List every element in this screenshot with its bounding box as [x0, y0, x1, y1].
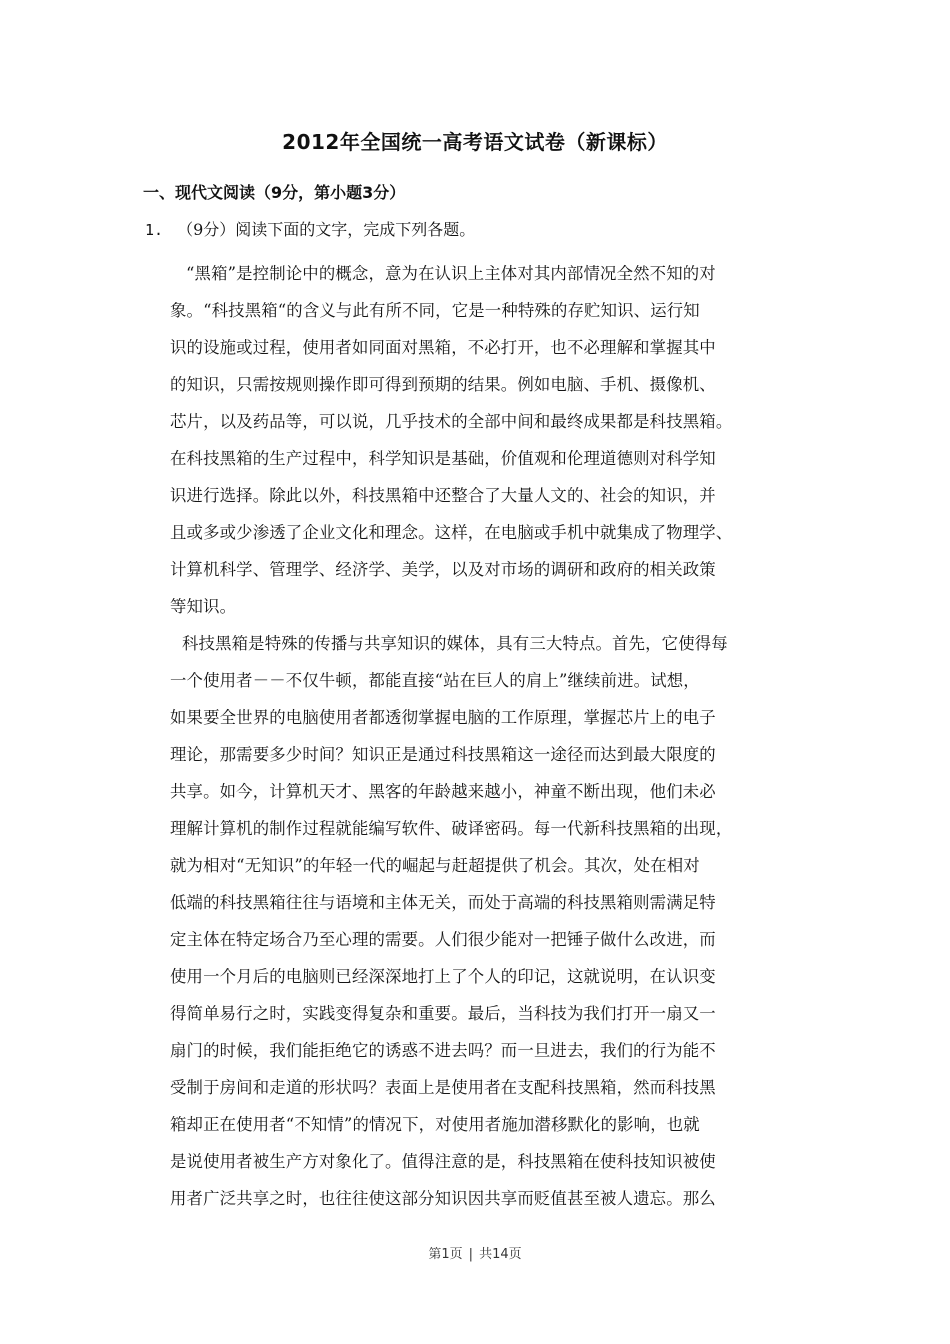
reading-passage — [170, 255, 810, 1217]
passage-line: 计算机科学、管理学、经济学、美学，以及对市场的调研和政府的相关政策 — [170, 560, 716, 579]
passage-line: 得简单易行之时，实践变得复杂和重要。最后，当科技为我们打开一扇又一 — [170, 1004, 716, 1023]
passage-line: 理论，那需要多少时间？知识正是通过科技黑箱这一途径而达到最大限度的 — [170, 745, 716, 764]
passage-line: 等知识。 — [170, 597, 237, 616]
passage-line: 箱却正在使用者“不知情”的情况下，对使用者施加潜移默化的影响，也就 — [170, 1115, 700, 1134]
passage-line: 的知识，只需按规则操作即可得到预期的结果。例如电脑、手机、摄像机、 — [170, 375, 716, 394]
question-prompt: （9分）阅读下面的文字，完成下列各题。 — [177, 220, 476, 239]
passage-line: 就为相对“无知识”的年轻一代的崛起与赶超提供了机会。其次，处在相对 — [170, 856, 700, 875]
current-page-label: 第1页 — [428, 1247, 463, 1262]
footer-separator: | — [468, 1247, 474, 1262]
passage-line: 理解计算机的制作过程就能编写软件、破译密码。每一代新科技黑箱的出现， — [170, 819, 733, 838]
passage-line: 使用一个月后的电脑则已经深深地打上了个人的印记，这就说明，在认识变 — [170, 967, 716, 986]
passage-line: 受制于房间和走道的形状吗？表面上是使用者在支配科技黑箱，然而科技黑 — [170, 1078, 716, 1097]
page-footer — [0, 1243, 950, 1262]
question-1 — [145, 217, 475, 240]
total-pages-label: 共14页 — [479, 1247, 522, 1262]
passage-line: 用者广泛共享之时，也往往使这部分知识因共享而贬值甚至被人遗忘。那么 — [170, 1189, 716, 1208]
passage-line: 扇门的时候，我们能拒绝它的诱惑不进去吗？而一旦进去，我们的行为能不 — [170, 1041, 716, 1060]
passage-line: 芯片，以及药品等，可以说，几乎技术的全部中间和最终成果都是科技黑箱。 — [170, 412, 733, 431]
passage-line: 如果要全世界的电脑使用者都透彻掌握电脑的工作原理，掌握芯片上的电子 — [170, 708, 716, 727]
passage-line: 定主体在特定场合乃至心理的需要。人们很少能对一把锤子做什么改进，而 — [170, 930, 716, 949]
passage-line: “黑箱”是控制论中的概念，意为在认识上主体对其内部情况全然不知的对 — [186, 264, 716, 283]
passage-line: 识的设施或过程，使用者如同面对黑箱，不必打开，也不必理解和掌握其中 — [170, 338, 716, 357]
passage-line: 科技黑箱是特殊的传播与共享知识的媒体，具有三大特点。首先，它使得每 — [182, 634, 728, 653]
passage-line: 且或多或少渗透了企业文化和理念。这样，在电脑或手机中就集成了物理学、 — [170, 523, 733, 542]
passage-line: 一个使用者－－不仅牛顿，都能直接“站在巨人的肩上”继续前进。试想， — [170, 671, 700, 690]
passage-line: 在科技黑箱的生产过程中，科学知识是基础，价值观和伦理道德则对科学知 — [170, 449, 716, 468]
question-number: 1. — [145, 221, 164, 239]
passage-line: 共享。如今，计算机天才、黑客的年龄越来越小，神童不断出现，他们未必 — [170, 782, 716, 801]
section-heading: 一、现代文阅读（9分，第小题3分） — [143, 183, 406, 202]
passage-line: 低端的科技黑箱往往与语境和主体无关，而处于高端的科技黑箱则需满足特 — [170, 893, 716, 912]
passage-line: 识进行选择。除此以外，科技黑箱中还整合了大量人文的、社会的知识，并 — [170, 486, 716, 505]
passage-line: 是说使用者被生产方对象化了。值得注意的是，科技黑箱在使科技知识被使 — [170, 1152, 716, 1171]
passage-line: 象。“科技黑箱“的含义与此有所不同，它是一种特殊的存贮知识、运行知 — [170, 301, 700, 320]
page-title: 2012年全国统一高考语文试卷（新课标） — [282, 130, 668, 154]
